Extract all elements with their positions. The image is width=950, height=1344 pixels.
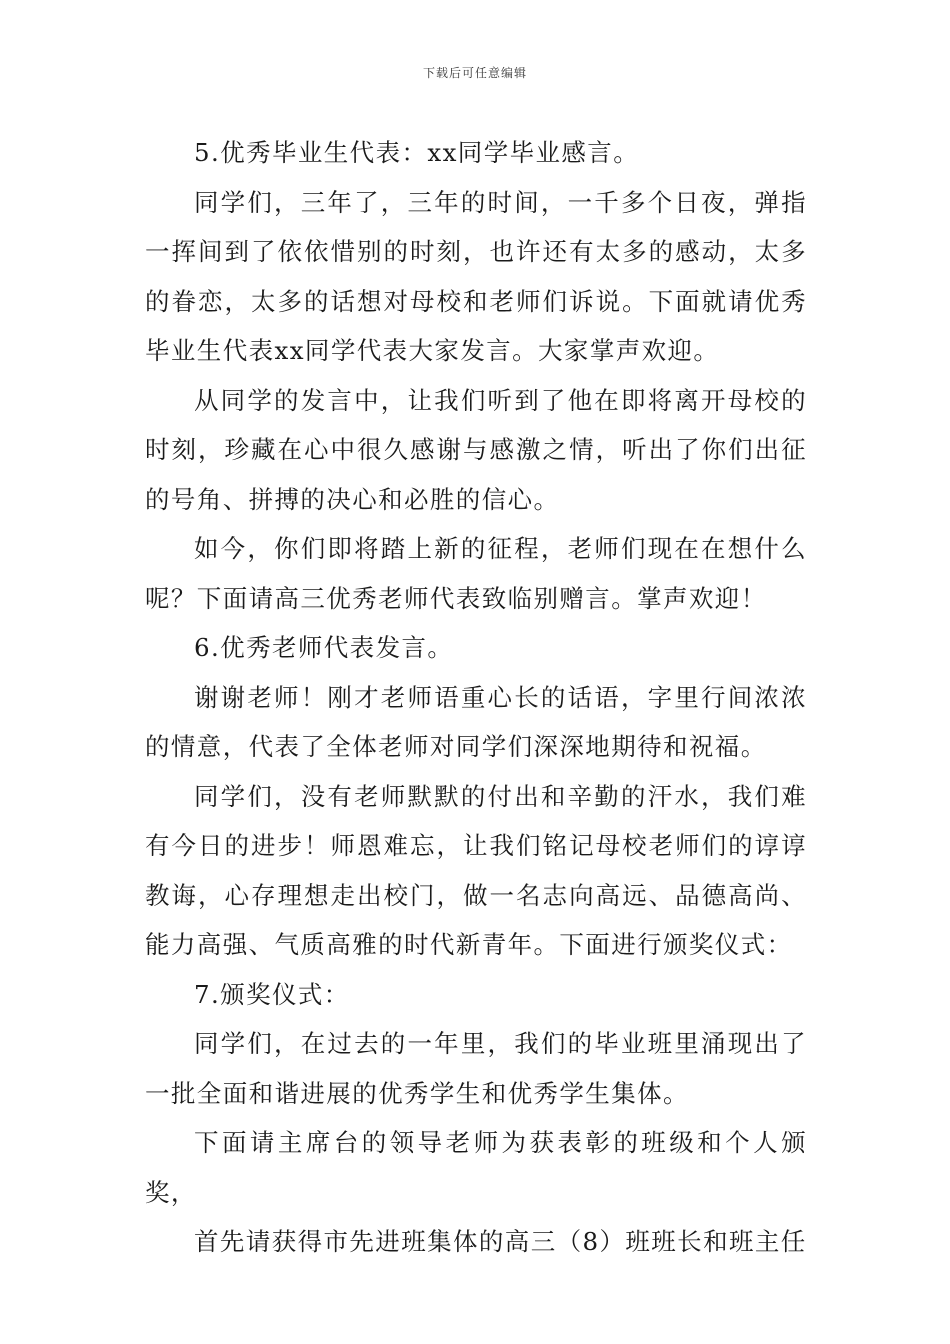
- paragraph-section-5-title: 5.优秀毕业生代表：xx同学毕业感言。: [194, 138, 640, 167]
- paragraph-teacher-thanks: 谢谢老师！刚才老师语重心长的话语，字里行间浓浓的情意，代表了全体老师对同学们深深地期待和祝福。: [145, 682, 807, 761]
- paragraph-graduate-response: 从同学的发言中，让我们听到了他在即将离开母校的时刻，珍藏在心中很久感谢与感激之情，听出了你们出征的号角、拼搏的决心和必胜的信心。: [145, 385, 807, 514]
- page-header-note: 下载后可任意编辑: [422, 66, 527, 80]
- paragraph-award-students: 同学们，在过去的一年里，我们的毕业班里涌现出了一批全面和谐进展的优秀学生和优秀学生集体。: [145, 1029, 807, 1108]
- paragraph-teacher-intro: 如今，你们即将踏上新的征程，老师们现在在想什么呢？下面请高三优秀老师代表致临别赠言。掌声欢迎！: [145, 534, 807, 613]
- paragraph-section-6-title: 6.优秀老师代表发言。: [194, 633, 454, 662]
- paragraph-award-intro: 同学们，没有老师默默的付出和辛勤的汗水，我们难有今日的进步！师恩难忘，让我们铭记母校老师们的谆谆教诲，心存理想走出校门，做一名志向高远、品德高尚、能力高强、气质高雅的时代新青年。下面进行颁奖仪式：: [145, 781, 807, 959]
- paragraph-award-first-class: 首先请获得市先进班集体的高三（8）班班长和班主任: [194, 1227, 807, 1256]
- paragraph-section-7-title: 7.颁奖仪式：: [194, 979, 350, 1009]
- document-body: [145, 128, 807, 1267]
- paragraph-graduate-intro: 同学们，三年了，三年的时间，一千多个日夜，弹指一挥间到了依依惜别的时刻，也许还有太多的感动，太多的眷恋，太多的话想对母校和老师们诉说。下面就请优秀毕业生代表xx同学代表大家发言。大家掌声欢迎。: [145, 187, 807, 365]
- paragraph-award-leaders: 下面请主席台的领导老师为获表彰的班级和个人颁奖，: [145, 1128, 807, 1207]
